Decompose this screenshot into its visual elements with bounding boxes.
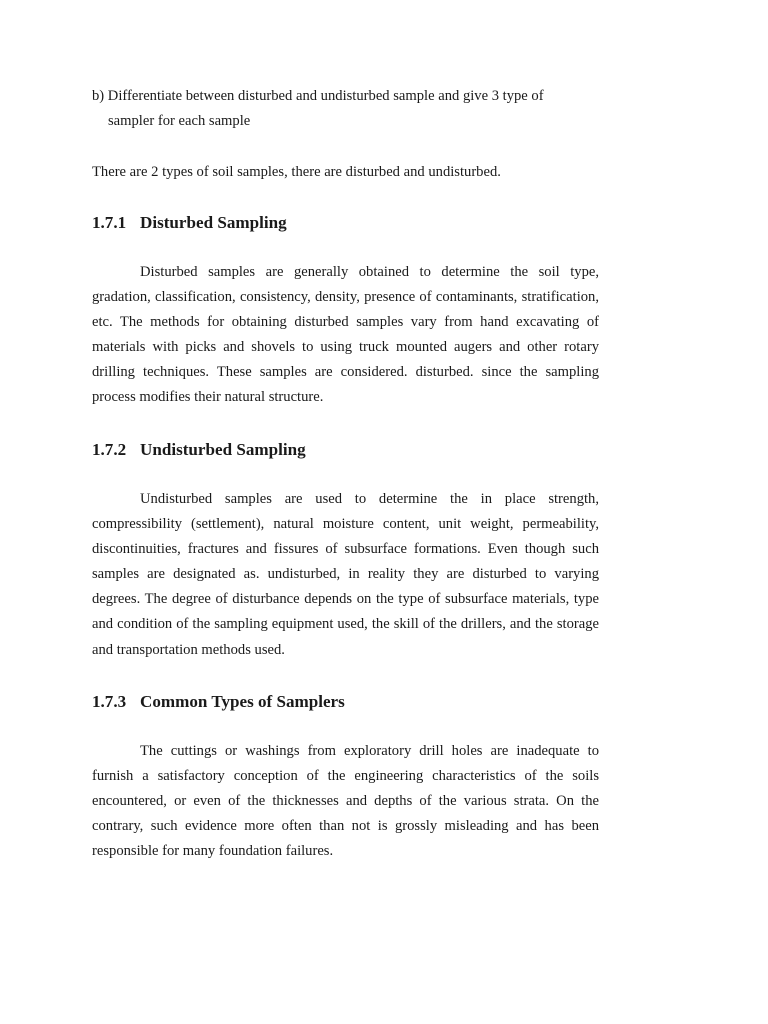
section-number: 1.7.3: [92, 692, 127, 711]
section-title: Undisturbed Sampling: [140, 440, 306, 459]
section-heading-disturbed-sampling: [92, 210, 287, 235]
question-text: [92, 84, 612, 134]
question-line-2: sampler for each sample: [108, 113, 251, 130]
intro-paragraph: There are 2 types of soil samples, there are disturbed and undisturbed.: [92, 164, 501, 180]
paragraph-common-types-of-samplers: The cuttings or washings from exploratory drill holes are inadequate to furnish a satisfactory conception of the engineering characteristics of the soils encountered, or even of the thicknesses and depths of the various strata. On the contrary, such evidence more often than not is grossly misleading and has been responsible for many foundation failures.: [92, 743, 599, 860]
section-title: Common Types of Samplers: [140, 692, 345, 711]
paragraph-disturbed-sampling: Disturbed samples are generally obtained to determine the soil type, gradation, classification, consistency, density, presence of contaminants, stratification, etc. The methods for obtaining disturbed samples vary from hand excavating of materials with picks and shovels to using truck mounted augers and other rotary drilling techniques. These samples are considered. disturbed. since the sampling process modifies their natural structure.: [92, 264, 599, 406]
section-heading-common-types-of-samplers: [92, 689, 345, 714]
paragraph-undisturbed-sampling: Undisturbed samples are used to determine the in place strength, compressibility (settlement), natural moisture content, unit weight, permeability, discontinuities, fractures and fissures of subsurface formations. Even though such samples are designated as. undisturbed, in reality they are disturbed to varying degrees. The degree of disturbance depends on the type of subsurface materials, type and condition of the sampling equipment used, the skill of the drillers, and the storage and transportation methods used.: [92, 491, 599, 658]
section-number: 1.7.1: [92, 213, 127, 232]
section-heading-undisturbed-sampling: [92, 437, 306, 462]
question-line-1: b) Differentiate between disturbed and undisturbed sample and give 3 type of: [92, 88, 544, 104]
section-title: Disturbed Sampling: [140, 213, 287, 232]
section-number: 1.7.2: [92, 440, 127, 459]
